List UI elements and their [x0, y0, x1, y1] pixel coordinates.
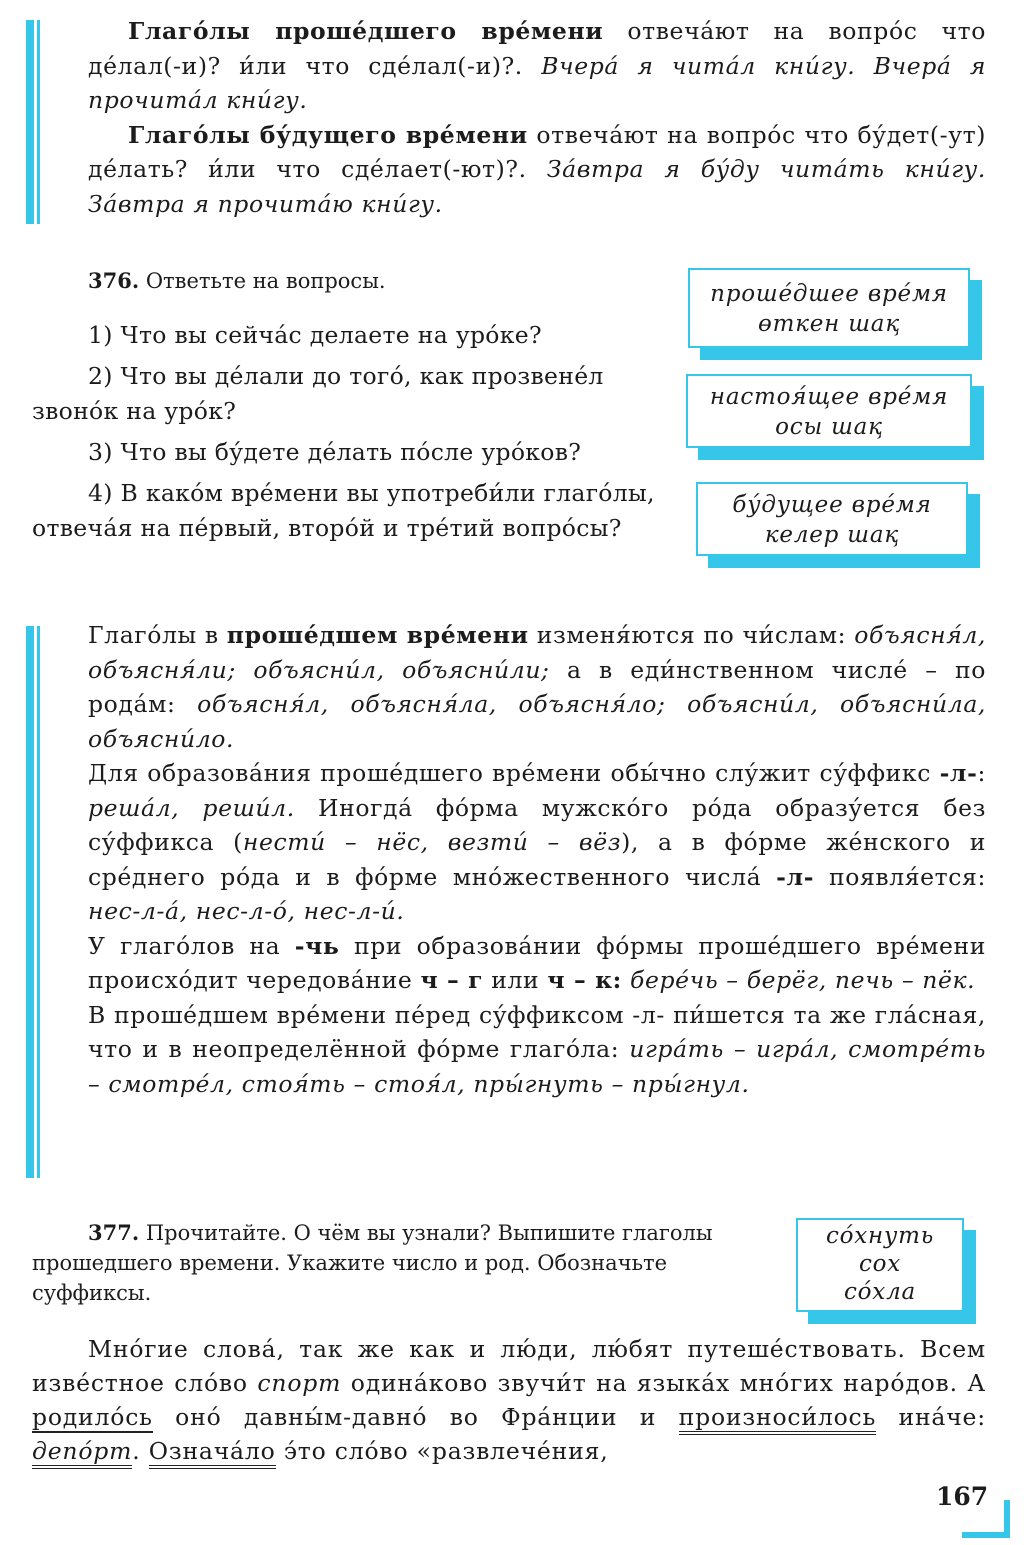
- textbook-page: Глаго́лы проше́дшего вре́мени отвеча́ют на вопро́с что де́лал(-и)? и́ли что сде́лал(-и)?. Вчера́ я чита́л кни́гу. Вчера́ я прочита́л кни́гу. Глаго́лы бу́дущего вре́мени отвеча́ют на вопро́с что бу́дет(-ут) де́лать? и́ли что сде́лает(-ют)?. За́втра я бу́ду чита́ть кни́гу. За́втра я прочита́ю кни́гу. 376. Ответьте на вопросы. 1) Что вы сейча́с делаете на уро́ке? 2) Что вы де́лали до того́, как прозвене́л звоно́к на уро́к? 3) Что вы бу́дете де́лать по́сле уро́ков? 4) В како́м вре́мени вы употреби́ли глаго́лы, отвеча́я на пе́рвый, второ́й и тре́тий вопро́сы? проше́дшее вре́мя өткен шақ настоя́щее вре́мя осы шақ бу́дущее вре́мя келер шақ Глаго́лы в проше́дшем вре́мени изменя́ются по чи́слам: объясня́л, объясня́ли; объясни́л, объясни́ли; а в еди́нственном числе́ – по рода́м: объясня́л, объясня́ла, объясня́ло; объясни́л, объясни́ла, объясни́ло. Для образова́ния проше́дшего вре́мени обы́чно слу́жит су́ффикс -л-: реша́л, реши́л. Иногда́ фо́рма мужско́го ро́да образу́ется без су́ффикса (нести́ – нёс, везти́ – вёз), а в фо́рме же́нского и сре́днего ро́да и в фо́рме мно́жественного числа́ -л- появля́ется: нес-л-а́, нес-л-о́, нес-л-и́. У глаго́лов на -чь при образова́нии фо́рмы проше́дшего вре́мени происхо́дит чередова́ние ч – г или ч – к: бере́чь – берёг, печь – пёк. В проше́дшем вре́мени пе́ред су́ффиксом -л- пи́шется та же гла́сная, что и в неопределённой фо́рме глаго́ла: игра́ть – игра́л, смотре́ть – смотре́л, стоя́ть – стоя́л, пры́гнуть – пры́гнул. 377. Прочитайте. О чём вы узнали? Выпишите глаголы прошедшего времени. Укажите число и род. Обозначьте суффиксы. со́хнуть сох со́хла Мно́гие слова́, так же как и лю́ди, лю́бят путеше́ствовать. Всем изве́стное сло́во спорт одина́ково звучи́т на языка́х мно́гих наро́дов. А родило́сь оно́ давны́м-давно́ во Фра́нции и произноси́лось ина́че: депо́рт. Означа́ло э́то сло́во «развлече́ния, 167: [0, 0, 1024, 1545]
- rule-block-tenses: [88, 14, 986, 221]
- underlined-verb: родило́сь: [32, 1403, 153, 1431]
- rule-bar-left-2-thin: [37, 626, 40, 1178]
- question-3: 3) Что вы бу́дете де́лать по́сле уро́ков?: [88, 438, 582, 466]
- rule-bar-left-2: [26, 626, 34, 1178]
- rule-bar-left: [26, 20, 34, 224]
- exercise-instruction: Ответьте на вопросы.: [139, 269, 386, 293]
- rule-suffix-l: Для образова́ния проше́дшего вре́мени обы́чно слу́жит су́ффикс -л-: реша́л, реши́л. Иногда́ фо́рма мужско́го ро́да образу́ется без су́ффикса (нести́ – нёс, везти́ – вёз), а в фо́рме же́нского и сре́днего ро́да и в фо́рме мно́жественного числа́ -л- появля́ется: нес-л-а́, нес-л-о́, нес-л-и́.: [88, 759, 986, 925]
- exercise-376-questions: [32, 318, 680, 546]
- question-2: 2) Что вы де́лали до того́, как прозвене́л звоно́к на уро́к?: [32, 362, 604, 425]
- double-underlined-verb: Означа́ло: [149, 1437, 276, 1469]
- rule-future-tense: Глаго́лы бу́дущего вре́мени отвеча́ют на вопро́с что бу́дет(-ут) де́лать? и́ли что сде́лает(-ют)?. За́втра я бу́ду чита́ть кни́гу. За́втра я прочита́ю кни́гу.: [88, 120, 986, 218]
- question-1: 1) Что вы сейча́с делаете на уро́ке?: [88, 321, 542, 349]
- rule-block-past-forms: [88, 618, 986, 1101]
- exercise-377-text: Мно́гие слова́, так же как и лю́ди, лю́бят путеше́ствовать. Всем изве́стное сло́во спорт одина́ково звучи́т на языка́х мно́гих наро́дов. А родило́сь оно́ давны́м-давно́ во Фра́нции и произноси́лось ина́че: депо́рт. Означа́ло э́то сло́во «развлече́ния,: [32, 1332, 986, 1468]
- rule-bar-left-thin: [37, 20, 40, 224]
- exercise-376-heading: [88, 266, 386, 296]
- exercise-number: 377.: [88, 1220, 140, 1245]
- exercise-377-heading: [32, 1218, 780, 1308]
- rule-number-gender: Глаго́лы в проше́дшем вре́мени изменя́ются по чи́слам: объясня́л, объясня́ли; объясни́л, объясни́ли; а в еди́нственном числе́ – по рода́м: объясня́л, объясня́ла, объясня́ло; объясни́л, объясни́ла, объясни́ло.: [88, 621, 986, 753]
- rule-past-tense: Глаго́лы проше́дшего вре́мени отвеча́ют на вопро́с что де́лал(-и)? и́ли что сде́лал(-и)?. Вчера́ я чита́л кни́гу. Вчера́ я прочита́л кни́гу.: [88, 17, 986, 114]
- page-number: 167: [936, 1482, 989, 1511]
- rule-vowel-before-l: В проше́дшем вре́мени пе́ред су́ффиксом -л- пи́шется та же гла́сная, что и в неопределённой фо́рме глаго́ла: игра́ть – игра́л, смотре́ть – смотре́л, стоя́ть – стоя́л, пры́гнуть – пры́гнул.: [88, 1000, 986, 1098]
- exercise-instruction: Прочитайте. О чём вы узнали? Выпишите глаголы прошедшего времени. Укажите число и род. Обозначьте суффиксы.: [32, 1221, 713, 1305]
- corner-mark-bottom: [962, 1532, 1010, 1538]
- question-4: 4) В како́м вре́мени вы употреби́ли глаго́лы, отвеча́я на пе́рвый, второ́й и тре́тий вопро́сы?: [32, 479, 655, 542]
- rule-alternation: У глаго́лов на -чь при образова́нии фо́рмы проше́дшего вре́мени происхо́дит чередова́ние ч – г или ч – к: бере́чь – берёг, печь – пёк.: [88, 931, 986, 994]
- exercise-number: 376.: [88, 268, 140, 293]
- double-underlined-verb: произноси́лось: [679, 1403, 876, 1435]
